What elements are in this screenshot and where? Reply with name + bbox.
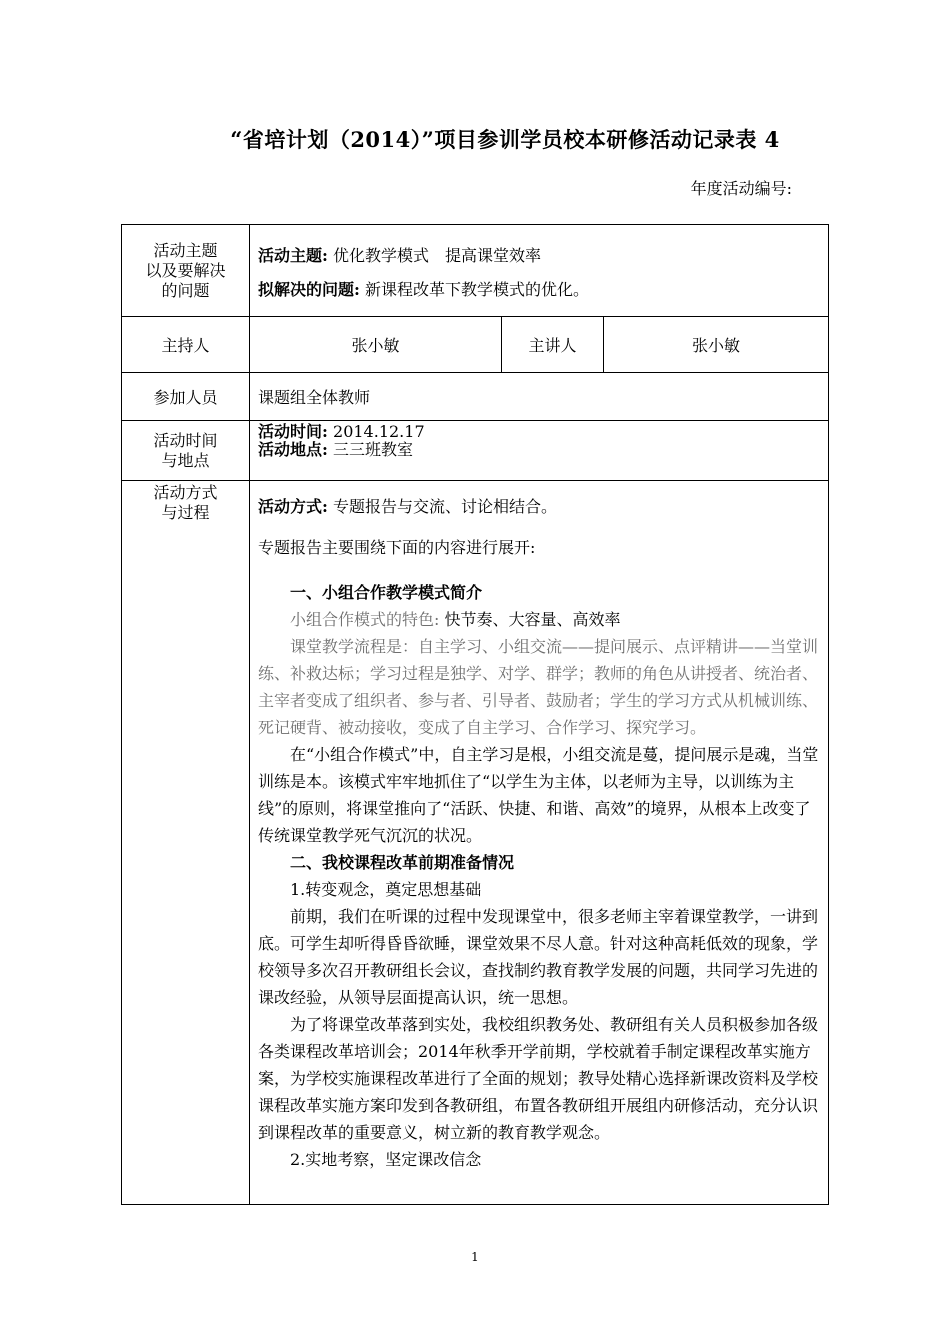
participants-value: 课题组全体教师: [250, 373, 829, 421]
speaker-value: 张小敏: [604, 317, 829, 373]
feature-label: 小组合作模式的特色:: [290, 610, 440, 629]
mode-value: 专题报告与交流、讨论相结合。: [333, 497, 558, 516]
problem-value: 新课程改革下教学模式的优化。: [365, 280, 590, 299]
time-place-label: 活动时间 与地点: [122, 421, 250, 481]
theme-key: 活动主题:: [258, 246, 328, 265]
participants-label: 参加人员: [122, 373, 250, 421]
problem-key: 拟解决的问题:: [258, 280, 360, 299]
speaker-label: 主讲人: [502, 317, 604, 373]
participants-row: [122, 373, 829, 421]
host-label: 主持人: [122, 317, 250, 373]
place-value: 三三班教室: [333, 440, 414, 459]
section-heading-1: 一、小组合作教学模式简介: [290, 583, 483, 602]
document-title: “省培计划（2014）”项目参训学员校本研修活动记录表 4: [230, 127, 780, 152]
process-content: [250, 481, 829, 1205]
subheading-2: 2.实地考察，坚定课改信念: [290, 1150, 482, 1169]
theme-value: 优化教学模式 提高课堂效率: [333, 246, 542, 265]
process-label: 活动方式 与过程: [122, 481, 250, 1205]
flow-paragraph: 课堂教学流程是：自主学习、小组交流——提问展示、点评精讲——当堂训练、补救达标；学习过程是独学、对学、群学；教师的角色从讲授者、统治者、主宰者变成了组织者、参与者、引导者、鼓励者；学生的学习方式从机械训练、死记硬背、被动接收，变成了自主学习、合作学习、探究学习。: [258, 637, 819, 737]
mode-key: 活动方式:: [258, 497, 328, 516]
place-key: 活动地点:: [258, 440, 328, 459]
time-value: 2014.12.17: [333, 422, 425, 441]
process-row: [122, 481, 829, 1205]
time-place-content: [250, 421, 829, 481]
feature-value: 快节奏、大容量、高效率: [444, 610, 621, 629]
theme-label: 活动主题 以及要解决 的问题: [122, 225, 250, 317]
theme-content: [250, 225, 829, 317]
host-row: [122, 317, 829, 373]
prep-paragraph-1: 前期，我们在听课的过程中发现课堂中，很多老师主宰着课堂教学，一讲到底。可学生却听得昏昏欲睡，课堂效果不尽人意。针对这种高耗低效的现象，学校领导多次召开教研组长会议，查找制约教育教学发展的问题，共同学习先进的课改经验，从领导层面提高认识，统一思想。: [258, 907, 819, 1007]
time-key: 活动时间:: [258, 422, 328, 441]
section-heading-2: 二、我校课程改革前期准备情况: [290, 853, 515, 872]
model-paragraph: 在“小组合作模式”中，自主学习是根，小组交流是蔓，提问展示是魂，当堂训练是本。该模式牢牢地抓住了“以学生为主体，以老师为主导，以训练为主线”的原则，将课堂推向了“活跃、快捷、和谐、高效”的境界，从根本上改变了传统课堂教学死气沉沉的状况。: [258, 745, 819, 845]
subheading-1: 1.转变观念，奠定思想基础: [290, 880, 482, 899]
time-place-row: [122, 421, 829, 481]
host-value: 张小敏: [250, 317, 502, 373]
intro-text: 专题报告主要围绕下面的内容进行展开:: [258, 538, 536, 557]
record-table: [121, 224, 829, 1205]
page-number: 1: [471, 1250, 479, 1264]
theme-row: [122, 225, 829, 317]
activity-code-label: 年度活动编号:: [690, 179, 792, 198]
prep-paragraph-2: 为了将课堂改革落到实处，我校组织教务处、教研组有关人员积极参加各级各类课程改革培训会；2014年秋季开学前期，学校就着手制定课程改革实施方案，为学校实施课程改革进行了全面的规划；教导处精心选择新课改资料及学校课程改革实施方案印发到各教研组，布置各教研组开展组内研修活动，充分认识到课程改革的重要意义，树立新的教育教学观念。: [258, 1015, 819, 1142]
